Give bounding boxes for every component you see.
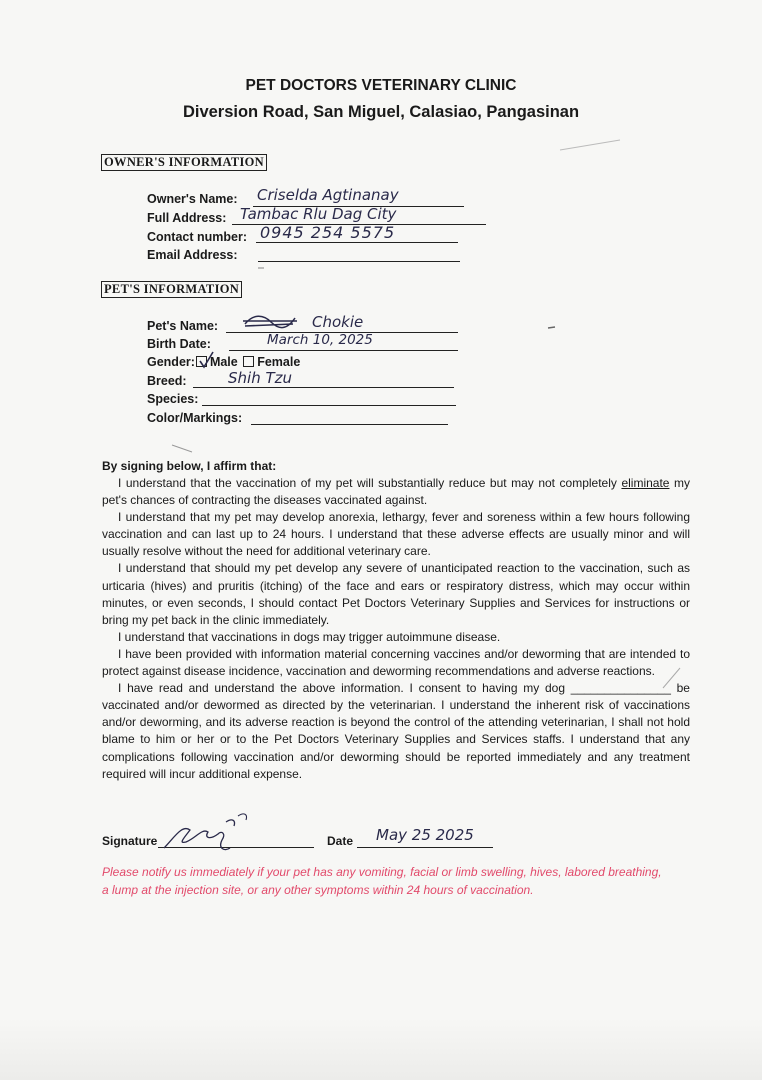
consent-paragraph-6: [102, 680, 690, 783]
breed-label: Breed:: [147, 374, 187, 388]
consent-paragraph-2: I understand that my pet may develop anorexia, lethargy, fever and soreness within a few hours following vaccination and can last up to 24 hours. I understand that these adverse effects are usually minor and will usually resolve without the need for additional veterinary care.: [102, 510, 690, 559]
pet-section-title: PET'S INFORMATION: [101, 281, 242, 298]
consent-paragraph-4: I understand that vaccinations in dogs may trigger autoimmune disease.: [118, 629, 501, 644]
dog-name-blank[interactable]: _______________: [570, 681, 671, 696]
birth-date-line: [229, 350, 458, 351]
consent-p1-text: I understand that the vaccination of my pet will substantially reduce but may not completely: [118, 476, 617, 490]
owner-name-value: Criselda Agtinanay: [257, 186, 399, 204]
email-label: Email Address:: [147, 248, 238, 262]
male-check-mark-icon: [198, 351, 214, 369]
consent-p6-be: be: [676, 681, 690, 696]
consent-p6-text: I have read and understand the above information. I consent to having my dog: [118, 681, 566, 696]
scribbled-out-name: [243, 312, 299, 332]
email-line: [258, 261, 460, 262]
consent-heading: By signing below, I affirm that:: [102, 459, 277, 473]
eliminate-word: eliminate: [621, 476, 670, 490]
notice-text: Please notify us immediately if your pet has any vomiting, facial or limb swelling, hives, labored breathing, a lump at the injection site, or any other symptoms within 24 hours of vaccination.: [102, 865, 662, 897]
consent-p1-text-end: my pet's chances of contracting the diseases vaccinated against.: [102, 476, 690, 508]
address-value: Tambac Rlu Dag City: [240, 205, 397, 223]
date-label: Date: [327, 834, 354, 848]
pet-name-value: Chokie: [312, 313, 364, 331]
contact-line: [256, 242, 458, 243]
gender-female-label: Female: [257, 355, 301, 369]
consent-paragraph-3: I understand that should my pet develop any severe of unanticipated reaction to the vaccination, such as urticaria (hives) and pruritis (itching) of the face and ears or respiratory distress, which may occur within minutes, or even seconds, I should contact Pet Doctors Veterinary Supplies and Services for instructions or bring my pet back in the clinic immediately.: [102, 561, 690, 627]
color-markings-line: [251, 424, 448, 425]
owner-name-label: Owner's Name:: [147, 192, 238, 206]
species-line: [202, 405, 456, 406]
breed-line: [193, 387, 454, 388]
gender-row: [147, 355, 300, 369]
color-markings-label: Color/Markings:: [147, 411, 243, 425]
species-label: Species:: [147, 392, 199, 406]
female-checkbox[interactable]: [243, 356, 254, 367]
consent-body: [102, 475, 690, 783]
pet-name-label: Pet's Name:: [147, 319, 219, 333]
consent-p6-text-end: vaccinated and/or dewormed as directed by the veterinarian. I understand the inherent risk of vaccinations and/or deworming, and its adverse reaction is beyond the control of the attending veterinarian, I shall not hold blame to him or her or to the Pet Doctors Veterinary Supplies and Services staffs. I understand that any complications following vaccination and/or deworming should be reported immediately and any treatment required will incur additional expense.: [102, 698, 690, 781]
date-line: [357, 847, 493, 848]
clinic-name: PET DOCTORS VETERINARY CLINIC: [245, 77, 517, 94]
owner-section-title: OWNER'S INFORMATION: [101, 154, 267, 171]
handwritten-signature: [160, 808, 260, 856]
contact-label: Contact number:: [147, 230, 247, 244]
address-label: Full Address:: [147, 211, 227, 225]
signature-date-value: May 25 2025: [376, 826, 474, 844]
signature-label: Signature: [102, 834, 158, 848]
gender-male-label: Male: [209, 355, 238, 369]
gender-label: Gender:: [147, 355, 195, 369]
birth-date-value: March 10, 2025: [267, 332, 373, 348]
consent-paragraph-5: I have been provided with information material concerning vaccines and/or deworming that are intended to protect against disease incidence, vaccination and deworming recommendations and adverse reactions.: [102, 646, 690, 679]
birth-date-label: Birth Date:: [147, 337, 211, 351]
consent-paragraph-1: [102, 475, 690, 509]
clinic-address: Diversion Road, San Miguel, Calasiao, Pangasinan: [182, 103, 580, 121]
page-bottom-edge: [0, 1018, 762, 1080]
breed-value: Shih Tzu: [228, 369, 293, 387]
contact-value: 0945 254 5575: [260, 223, 396, 242]
